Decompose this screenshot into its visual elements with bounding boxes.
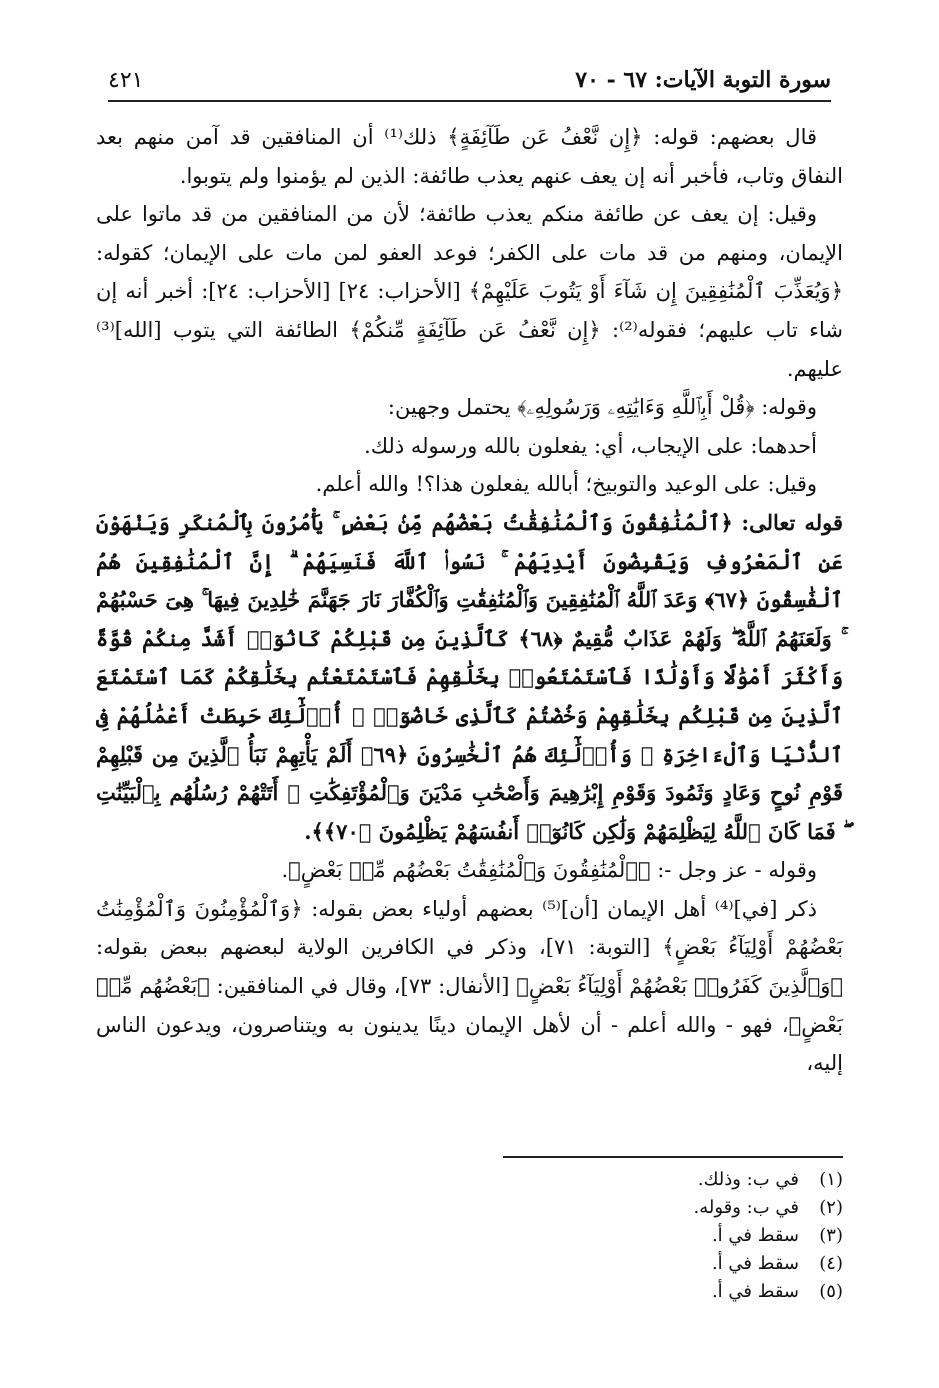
- footnote-text: سقط في أ.: [711, 1225, 799, 1246]
- paragraph-3: وقوله: ﴿قُلْ أَبِٱللَّهِ وَءَايَٰتِهِۦ وَرَسُولِهِۦ﴾ يحتمل وجهين:: [387, 395, 817, 420]
- footnote-divider: [503, 1156, 843, 1158]
- footnote-item: [83, 1194, 843, 1222]
- verse-block: [96, 504, 843, 851]
- footnote-number: (٤): [819, 1253, 843, 1274]
- paragraph-5: وقيل: على الوعيد والتوبيخ؛ أبالله يفعلون هذا؟! والله أعلم.: [315, 472, 817, 497]
- page-number: ٤٢١: [108, 67, 144, 93]
- footnote-item: [83, 1278, 843, 1306]
- footnote-text: في ب: وذلك.: [697, 1169, 799, 1190]
- footnote-list: [83, 1166, 843, 1306]
- paragraph-7: ذكر [في]⁽⁴⁾ أهل الإيمان [أن]⁽⁵⁾ بعضهم أولياء بعض بقوله: ﴿وَٱلْمُؤْمِنُونَ وَٱلْمُؤْمِنَٰتُ بَعْضُهُمْ أَوْلِيَآءُ بَعْضٍ﴾ [التوبة: ٧١]، وذكر في الكافرين الولاية لبعضهم ببعض بقوله: ﴿وَٱلَّذِينَ كَفَرُوا۟ بَعْضُهُمْ أَوْلِيَآءُ بَعْضٍ﴾ [الأنفال: ٧٣]، وقال في المنافقين: ﴿بَعْضُهُم مِّنۢ بَعْضٍ﴾، فهو - والله أعلم - أن لأهل الإيمان دينًا يدينون به ويتناصرون، ويدعون الناس إليه،: [96, 896, 844, 1076]
- footnote-text: في ب: وقوله.: [693, 1197, 799, 1218]
- footnote-number: (٣): [819, 1225, 843, 1246]
- footnote-text: سقط في أ.: [711, 1253, 799, 1274]
- verse-text: ﴿ٱلْمُنَٰفِقُونَ وَٱلْمُنَٰفِقَٰتُ بَعْضُهُم مِّنۢ بَعْضٍ ۚ يَأْمُرُونَ بِٱلْمُنكَرِ وَيَنْهَوْنَ عَنِ ٱلْمَعْرُوفِ وَيَقْبِضُونَ أَيْدِيَهُمْ ۚ نَسُوا۟ ٱللَّهَ فَنَسِيَهُمْ ۗ إِنَّ ٱلْمُنَٰفِقِينَ هُمُ ٱلْفَٰسِقُونَ ﴿٦٧﴾ وَعَدَ ٱللَّهُ ٱلْمُنَٰفِقِينَ وَٱلْمُنَٰفِقَٰتِ وَٱلْكُفَّارَ نَارَ جَهَنَّمَ خَٰلِدِينَ فِيهَا ۚ هِىَ حَسْبُهُمْ ۚ وَلَعَنَهُمُ ٱللَّهُ ۖ وَلَهُمْ عَذَابٌ مُّقِيمٌ ﴿٦٨﴾ كَٱلَّذِينَ مِن قَبْلِكُمْ كَانُوٓا۟ أَشَدَّ مِنكُمْ قُوَّةً وَأَكْثَرَ أَمْوَٰلًا وَأَوْلَٰدًا فَٱسْتَمْتَعُوا۟ بِخَلَٰقِهِمْ فَٱسْتَمْتَعْتُم بِخَلَٰقِكُمْ كَمَا ٱسْتَمْتَعَ ٱلَّذِينَ مِن قَبْلِكُم بِخَلَٰقِهِمْ وَخُضْتُمْ كَٱلَّذِى خَاضُوٓا۟ ۚ أُو۟لَٰٓئِكَ حَبِطَتْ أَعْمَٰلُهُمْ فِى ٱلدُّنْيَا وَٱلْءَاخِرَةِ ۖ وَأُو۟لَٰٓئِكَ هُمُ ٱلْخَٰسِرُونَ ﴿٦٩﴾ أَلَمْ يَأْتِهِمْ نَبَأُ ٱلَّذِينَ مِن قَبْلِهِمْ قَوْمِ نُوحٍ وَعَادٍ وَثَمُودَ وَقَوْمِ إِبْرَٰهِيمَ وَأَصْحَٰبِ مَدْيَنَ وَٱلْمُؤْتَفِكَٰتِ ۚ أَتَتْهُمْ رُسُلُهُم بِٱلْبَيِّنَٰتِ ۖ فَمَا كَانَ ٱللَّهُ لِيَظْلِمَهُمْ وَلَٰكِن كَانُوٓا۟ أَنفُسَهُمْ يَظْلِمُونَ ﴿٧٠﴾﴾.: [96, 509, 843, 844]
- verse-label: قوله تعالى:: [741, 509, 843, 535]
- footnote-number: (٥): [819, 1281, 843, 1302]
- paragraph-6: وقوله - عز وجل -: ﴿ٱلْمُنَٰفِقُونَ وَٱلْمُنَٰفِقَٰتُ بَعْضُهُم مِّنۢ بَعْضٍ﴾.: [281, 858, 817, 883]
- footnote-item: [83, 1250, 843, 1278]
- paragraph-1: قال بعضهم: قوله: ﴿إِن نَّعْفُ عَن طَآئِفَةٍ﴾ ذلك⁽¹⁾ أن المنافقين قد آمن منهم بعد النفاق وتاب، فأخبر أنه إن يعف عنهم يعذب طائفة: الذين لم يؤمنوا ولم يتوبوا.: [96, 125, 843, 188]
- header-title: سورة التوبة الآيات: ٦٧ - ٧٠: [575, 67, 831, 93]
- paragraph-2: وقيل: إن يعف عن طائفة منكم يعذب طائفة؛ لأن من المنافقين من قد ماتوا على الإيمان، ومنهم من قد مات على الكفر؛ فوعد العفو لمن مات على الإيمان؛ كقوله: ﴿وَيُعَذِّبَ ٱلْمُنَٰفِقِينَ إِن شَآءَ أَوْ يَتُوبَ عَلَيْهِمْ﴾ [الأحزاب: ٢٤] [الأحزاب: ٢٤]: أخبر أنه إن شاء تاب عليهم؛ فقوله⁽²⁾: ﴿إِن نَّعْفُ عَن طَآئِفَةٍ مِّنكُمْ﴾ الطائفة التي يتوب [الله]⁽³⁾ عليهم.: [96, 202, 843, 381]
- footnote-text: سقط في أ.: [711, 1281, 799, 1302]
- footnote-item: [83, 1166, 843, 1194]
- footnote-item: [83, 1222, 843, 1250]
- paragraph-4: أحدهما: على الإيجاب، أي: يفعلون بالله ورسوله ذلك.: [364, 433, 817, 458]
- footnote-number: (١): [819, 1169, 843, 1190]
- running-header: [108, 60, 831, 102]
- footnote-number: (٢): [819, 1197, 843, 1218]
- page-body: [96, 118, 843, 1083]
- footnotes: [83, 1156, 843, 1306]
